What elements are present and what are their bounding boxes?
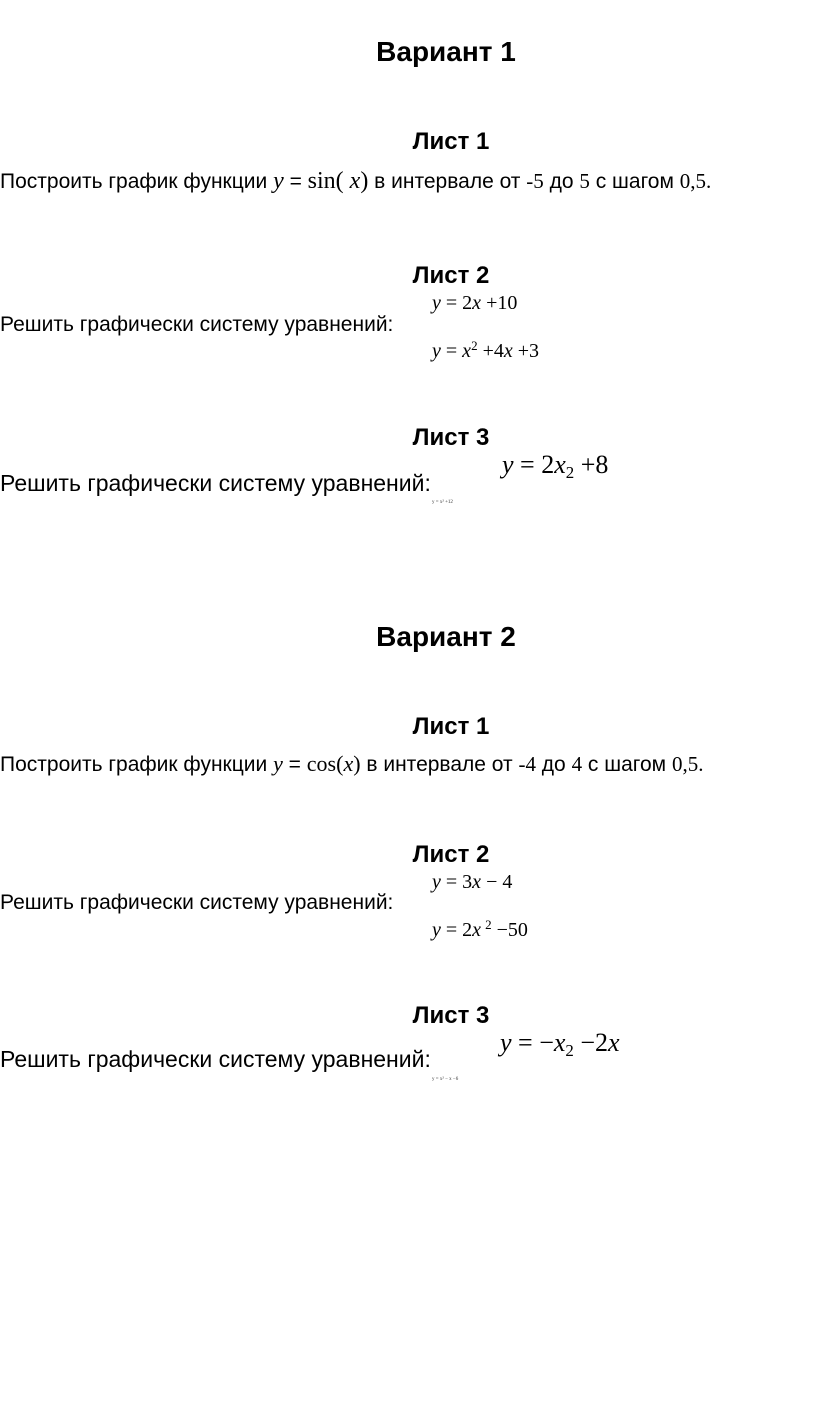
task-text: с шагом bbox=[582, 753, 672, 776]
formula-arg: x bbox=[349, 168, 361, 194]
variant1-sheet1-task bbox=[0, 168, 711, 195]
variant1-sheet2-title: Лист 2 bbox=[412, 262, 490, 289]
formula-close: ) bbox=[360, 168, 369, 194]
variant2-title: Вариант 2 bbox=[376, 621, 516, 652]
variant1-sheet3-eq2-tiny: y = x² +12 bbox=[432, 500, 453, 505]
eq-var: x bbox=[472, 292, 482, 314]
eq-var: x bbox=[462, 340, 472, 362]
variant1-sheet2-eq1 bbox=[432, 292, 517, 315]
variant2-sheet2-eq2 bbox=[432, 916, 528, 942]
eq-part: = 3 bbox=[440, 871, 473, 893]
eq-part: = 2 bbox=[440, 919, 473, 941]
eq-var: x bbox=[472, 871, 482, 893]
task-text: до bbox=[535, 753, 572, 776]
eq-part: = − bbox=[511, 1028, 554, 1057]
variant1-title: Вариант 1 bbox=[376, 36, 516, 67]
interval-from: -4 bbox=[518, 752, 536, 776]
variant1-sheet2-task: Решить графически систему уравнений: bbox=[0, 313, 394, 336]
eq-part: = 2 bbox=[513, 450, 555, 479]
eq-var: x bbox=[503, 340, 513, 362]
interval-step: 0,5. bbox=[679, 169, 712, 193]
eq-var: y bbox=[432, 871, 441, 893]
formula-eq: = bbox=[282, 753, 307, 776]
eq-var: y bbox=[432, 919, 441, 941]
eq-var: y bbox=[500, 1028, 512, 1057]
variant1-sheet1-title: Лист 1 bbox=[412, 128, 490, 155]
eq-var: y bbox=[502, 450, 514, 479]
task-text: Построить график функции bbox=[0, 753, 274, 776]
formula-eq: = bbox=[283, 170, 308, 193]
eq-part: − 4 bbox=[481, 871, 513, 893]
variant2-sheet3-eq1 bbox=[500, 1028, 620, 1061]
eq-exponent: 2 bbox=[485, 916, 492, 932]
eq-part: = bbox=[440, 340, 463, 362]
interval-to: 4 bbox=[571, 752, 583, 776]
variant1-sheet2-eq2 bbox=[432, 337, 540, 363]
eq-part: = 2 bbox=[440, 292, 473, 314]
eq-var: x bbox=[554, 450, 566, 479]
eq-var: x bbox=[608, 1028, 620, 1057]
variant2-sheet1-title: Лист 1 bbox=[412, 713, 490, 740]
formula-y: y bbox=[273, 751, 283, 776]
variant2-sheet1-task bbox=[0, 751, 703, 777]
interval-step: 0,5. bbox=[671, 752, 704, 776]
variant2-sheet2-task: Решить графически систему уравнений: bbox=[0, 891, 394, 914]
eq-part: +10 bbox=[481, 292, 518, 314]
task-text: в интервале от bbox=[360, 753, 519, 776]
eq-var: x bbox=[553, 1028, 566, 1057]
variant1-sheet3-eq1 bbox=[502, 450, 609, 483]
variant1-sheet3-task: Решить графически систему уравнений: bbox=[0, 470, 431, 496]
interval-from: -5 bbox=[526, 169, 544, 193]
variant2-sheet3-task: Решить графически систему уравнений: bbox=[0, 1046, 431, 1072]
interval-to: 5 bbox=[579, 169, 590, 193]
task-text: в интервале от bbox=[368, 170, 527, 193]
task-text: Построить график функции bbox=[0, 170, 274, 193]
eq-part: +4 bbox=[477, 340, 504, 362]
eq-var: y bbox=[432, 340, 441, 362]
variant2-sheet3-eq2-tiny: y = x² − x −6 bbox=[432, 1077, 459, 1082]
eq-part: −50 bbox=[491, 919, 528, 941]
eq-subscript: 2 bbox=[565, 463, 575, 483]
variant2-sheet2-title: Лист 2 bbox=[412, 841, 490, 868]
variant2-sheet2-eq1 bbox=[432, 871, 512, 894]
task-text: до bbox=[543, 170, 580, 193]
eq-exponent: 2 bbox=[471, 337, 478, 353]
formula-close: ) bbox=[353, 751, 361, 776]
variant1-sheet3-title: Лист 3 bbox=[412, 424, 490, 451]
formula-arg: x bbox=[343, 751, 354, 776]
task-text: с шагом bbox=[589, 170, 680, 193]
variant2-sheet3-title: Лист 3 bbox=[412, 1002, 490, 1029]
eq-subscript: 2 bbox=[565, 1041, 574, 1061]
formula-func: cos( bbox=[306, 751, 344, 776]
eq-var: y bbox=[432, 292, 441, 314]
eq-part: −2 bbox=[573, 1028, 609, 1057]
eq-part: +3 bbox=[512, 340, 540, 362]
eq-var: x bbox=[472, 919, 482, 941]
formula-func: sin( bbox=[307, 168, 350, 194]
formula-y: y bbox=[273, 168, 284, 194]
eq-part: +8 bbox=[574, 450, 609, 479]
